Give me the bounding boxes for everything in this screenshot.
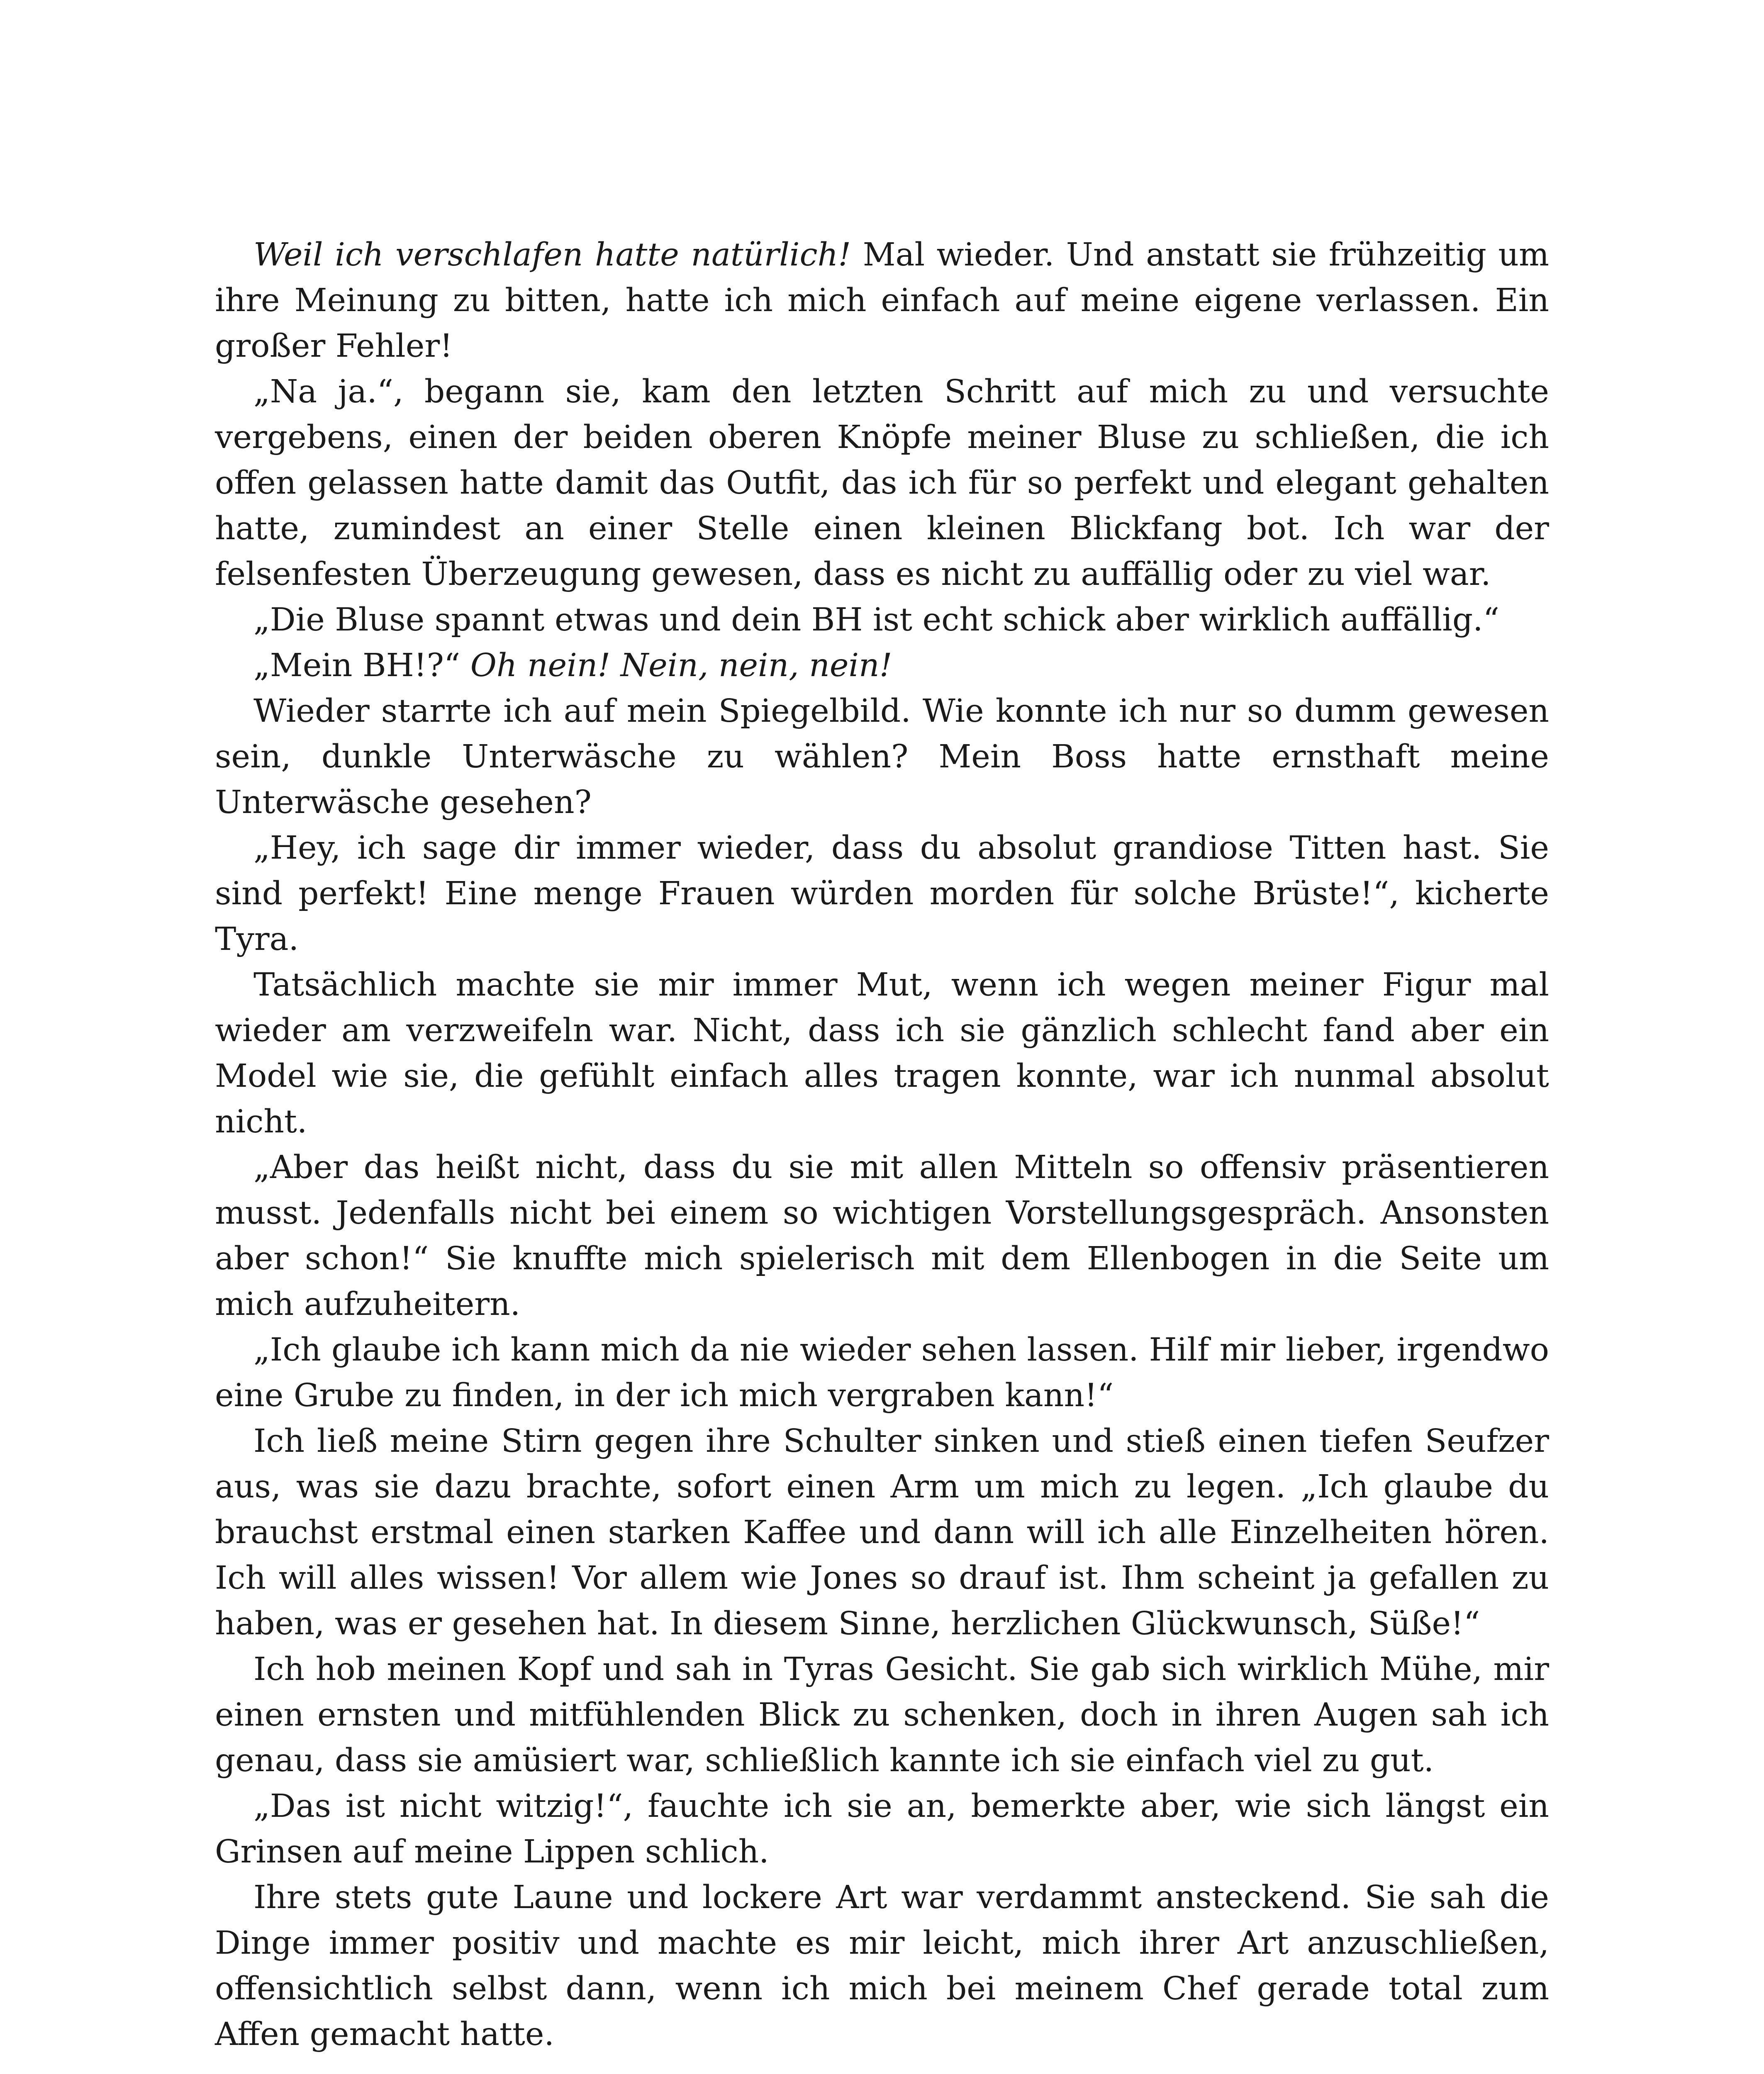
paragraph bbox=[215, 643, 1549, 689]
paragraph bbox=[215, 1145, 1549, 1327]
paragraph bbox=[215, 1647, 1549, 1784]
text-run: Weil ich verschlafen hatte natürlich! bbox=[253, 236, 851, 273]
text-run: Tatsächlich machte sie mir immer Mut, wenn ich wegen meiner Figur mal wieder am verzweifeln war. Nicht, dass ich sie gänzlich schlecht fand aber ein Model wie sie, die gefühlt einfach alles tragen konnte, war ich nunmal absolut nicht. bbox=[215, 966, 1549, 1140]
paragraph bbox=[215, 1784, 1549, 1875]
paragraph bbox=[215, 962, 1549, 1145]
paragraph bbox=[215, 1875, 1549, 2057]
text-run: „Das ist nicht witzig!“, fauchte ich sie an, bemerkte aber, wie sich längst ein Grinsen auf meine Lippen schlich. bbox=[215, 1788, 1549, 1870]
paragraph bbox=[215, 597, 1549, 643]
body-text bbox=[215, 232, 1549, 2057]
paragraph bbox=[215, 689, 1549, 825]
paragraph bbox=[215, 1419, 1549, 1647]
paragraph bbox=[215, 825, 1549, 962]
paragraph bbox=[215, 232, 1549, 369]
text-run: „Mein BH!?“ bbox=[253, 647, 470, 684]
text-run: „Na ja.“, begann sie, kam den letzten Schritt auf mich zu und versuchte vergebens, einen der beiden oberen Knöpfe meiner Bluse zu schließen, die ich offen gelassen hatte damit das Outfit, das ich für so perfekt und elegant gehalten hatte, zumindest an einer Stelle einen kleinen Blickfang bot. Ich war der felsenfesten Überzeugung gewesen, dass es nicht zu auffällig oder zu viel war. bbox=[215, 373, 1549, 593]
text-run: Mal wieder. Und anstatt sie frühzeitig um ihre Meinung zu bitten, hatte ich mich einfach auf meine eigene verlassen. Ein großer Fehler! bbox=[215, 236, 1550, 365]
text-run: Ihre stets gute Laune und lockere Art war verdammt ansteckend. Sie sah die Dinge immer positiv und machte es mir leicht, mich ihrer Art anzuschließen, offensichtlich selbst dann, wenn ich mich bei meinem Chef gerade total zum Affen gemacht hatte. bbox=[215, 1879, 1549, 2053]
text-run: Ich ließ meine Stirn gegen ihre Schulter sinken und stieß einen tiefen Seufzer aus, was sie dazu brachte, sofort einen Arm um mich zu legen. „Ich glaube du brauchst erstmal einen starken Kaffee und dann will ich alle Einzelheiten hören. Ich will alles wissen! Vor allem wie Jones so drauf ist. Ihm scheint ja gefallen zu haben, was er gesehen hat. In diesem Sinne, herzlichen Glückwunsch, Süße!“ bbox=[215, 1423, 1549, 1642]
paragraph bbox=[215, 369, 1549, 597]
text-run: „Ich glaube ich kann mich da nie wieder sehen lassen. Hilf mir lieber, irgendwo eine Grube zu finden, in der ich mich vergraben kann!“ bbox=[215, 1332, 1549, 1414]
text-run: Oh nein! Nein, nein, nein! bbox=[470, 647, 892, 684]
text-run: Wieder starrte ich auf mein Spiegelbild. Wie konnte ich nur so dumm gewesen sein, dunkle Unterwäsche zu wählen? Mein Boss hatte ernsthaft meine Unterwäsche gesehen? bbox=[215, 693, 1549, 821]
text-run: Ich hob meinen Kopf und sah in Tyras Gesicht. Sie gab sich wirklich Mühe, mir einen ernsten und mitfühlenden Blick zu schenken, doch in ihren Augen sah ich genau, dass sie amüsiert war, schließlich kannte ich sie einfach viel zu gut. bbox=[215, 1651, 1549, 1779]
text-run: „Die Bluse spannt etwas und dein BH ist echt schick aber wirklich auffällig.“ bbox=[253, 601, 1499, 638]
text-run: „Aber das heißt nicht, dass du sie mit allen Mitteln so offensiv präsentieren musst. Jedenfalls nicht bei einem so wichtigen Vorstellungsgespräch. Ansonsten aber schon!“ Sie knuffte mich spielerisch mit dem Ellenbogen in die Seite um mich aufzuheitern. bbox=[215, 1149, 1549, 1323]
paragraph bbox=[215, 1327, 1549, 1419]
text-run: „Hey, ich sage dir immer wieder, dass du absolut grandiose Titten hast. Sie sind perfekt! Eine menge Frauen würden morden für solche Brüste!“, kicherte Tyra. bbox=[215, 830, 1549, 958]
